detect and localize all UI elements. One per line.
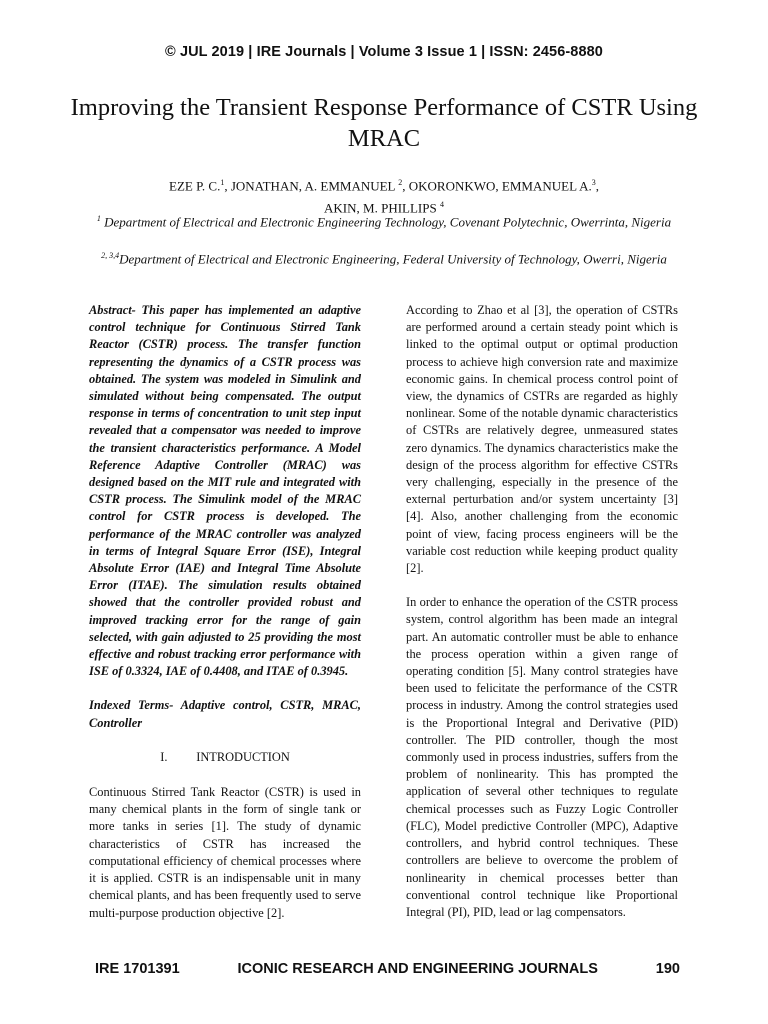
page-footer: [95, 961, 680, 977]
section-title: INTRODUCTION: [196, 749, 290, 764]
author-text: ,: [595, 178, 599, 194]
index-terms: Indexed Terms- Adaptive control, CSTR, MRAC, Controller: [89, 698, 361, 730]
author-sup: 2: [398, 178, 403, 187]
affiliation-text: Department of Electrical and Electronic Engineering Technology, Covenant Polytechnic, Owerrinta, Nigeria: [100, 214, 672, 230]
author-text: , JONATHAN, A. EMMANUEL: [224, 178, 399, 194]
affiliation-sup: 2, 3,4: [101, 251, 120, 260]
paper-title: Improving the Transient Response Performance of CSTR Using MRAC: [70, 94, 698, 152]
author-text: AKIN, M. PHILLIPS: [324, 200, 440, 216]
affiliation-text: Department of Electrical and Electronic Engineering, Federal University of Technology, Owerri, Nigeria: [119, 251, 667, 267]
journal-header: © JUL 2019 | IRE Journals | Volume 3 Issue 1 | ISSN: 2456-8880: [165, 44, 603, 60]
author-text: EZE P. C.: [169, 178, 221, 194]
page-number: 190: [655, 961, 680, 977]
footer-id: IRE 1701391: [95, 961, 180, 977]
body-paragraph: According to Zhao et al [3], the operation of CSTRs are performed around a certain steady point which is linked to the optimal output or optimal production process to achieve high conversion rate and maximize economic gains. In chemical process control point of view, the dynamics of CSTRs are regarded as highly nonlinear. Some of the notable dynamic characteristics of CSTRs are relatively degree, unmeasured states zero dynamics. The dynamics characteristics make the design of the process algorithm for effective CSTRs very challenging, especially in the presence of the external perturbation and/or system uncertainty [3] [4]. Also, another challenging from the economic point of view, facing process engineers will be the variable cost reduction while keeping product quality [2].: [406, 303, 678, 576]
left-column: [89, 302, 361, 939]
affiliation-sup: 1: [96, 214, 101, 223]
affiliation-2: [90, 247, 678, 268]
abstract: Abstract- This paper has implemented an adaptive control technique for Continuous Stirred Tank Reactor (CSTR) process. The transfer function representing the dynamics of a CSTR process was obtained. The system was modeled in Simulink and simulated without being compensated. The output response in terms of concentration to unit step input revealed that a compensator was needed to improve the transient characteristics performance. A Model Reference Adaptive Controller (MRAC) was designed based on the MIT rule and integrated with CSTR process. The Simulink model of the MRAC control for CSTR process is developed. The performance of the MRAC controller was analyzed in terms of Integral Square Error (ISE), Integral Absolute Error (IAE) and Integral Time Absolute Error (ITAE). The simulation results obtained showed that the controller provided robust and improved tracking error for the range of gain selected, with gain adjusted to 25 providing the most effective and robust tracking error performance with ISE of 0.3324, IAE of 0.4408, and ITAE of 0.3945.: [89, 303, 361, 679]
author-sup: 1: [220, 178, 225, 187]
author-sup: 4: [439, 200, 444, 210]
intro-paragraph: Continuous Stirred Tank Reactor (CSTR) is used in many chemical plants in the form of single tank or more tanks in series [1]. The study of dynamic characteristics of CSTR has increased the computational efficiency of chemical processes where it is applied. CSTR is an indispensable unit in many chemical plants, and has been frequently used to serve multi-purpose production objective [2].: [89, 785, 361, 920]
affiliation-1: [90, 210, 678, 231]
body-paragraph: In order to enhance the operation of the CSTR process system, control algorithm has been made an integral part. An automatic controller must be able to enhance the process operation within a given range of operating condition [5]. Many control strategies have been used to felicitate the performance of the CSTR process in industry. Among the control strategies used is the Proportional Integral and Derivative (PID) controller. The PID controller, though the most commonly used in process industries, suffers from the problem of nonlinearity. This has prompted the application of several other techniques to regulate chemical processes such as Fuzzy Logic Controller (FLC), Model predictive Controller (MPC), Adaptive controllers, and hybrid control techniques. These controllers are believe to overcome the problem of nonlinearity in chemical processes better than conventional control technique like Proportional Integral (PI), PID, lead or lag compensators.: [406, 595, 678, 919]
section-heading: [89, 749, 361, 766]
author-sup: 3: [591, 178, 596, 187]
section-number: I.: [160, 749, 168, 764]
footer-journal: ICONIC RESEARCH AND ENGINEERING JOURNALS: [237, 961, 598, 977]
right-column: [406, 302, 678, 938]
author-text: , OKORONKWO, EMMANUEL A.: [402, 178, 592, 194]
